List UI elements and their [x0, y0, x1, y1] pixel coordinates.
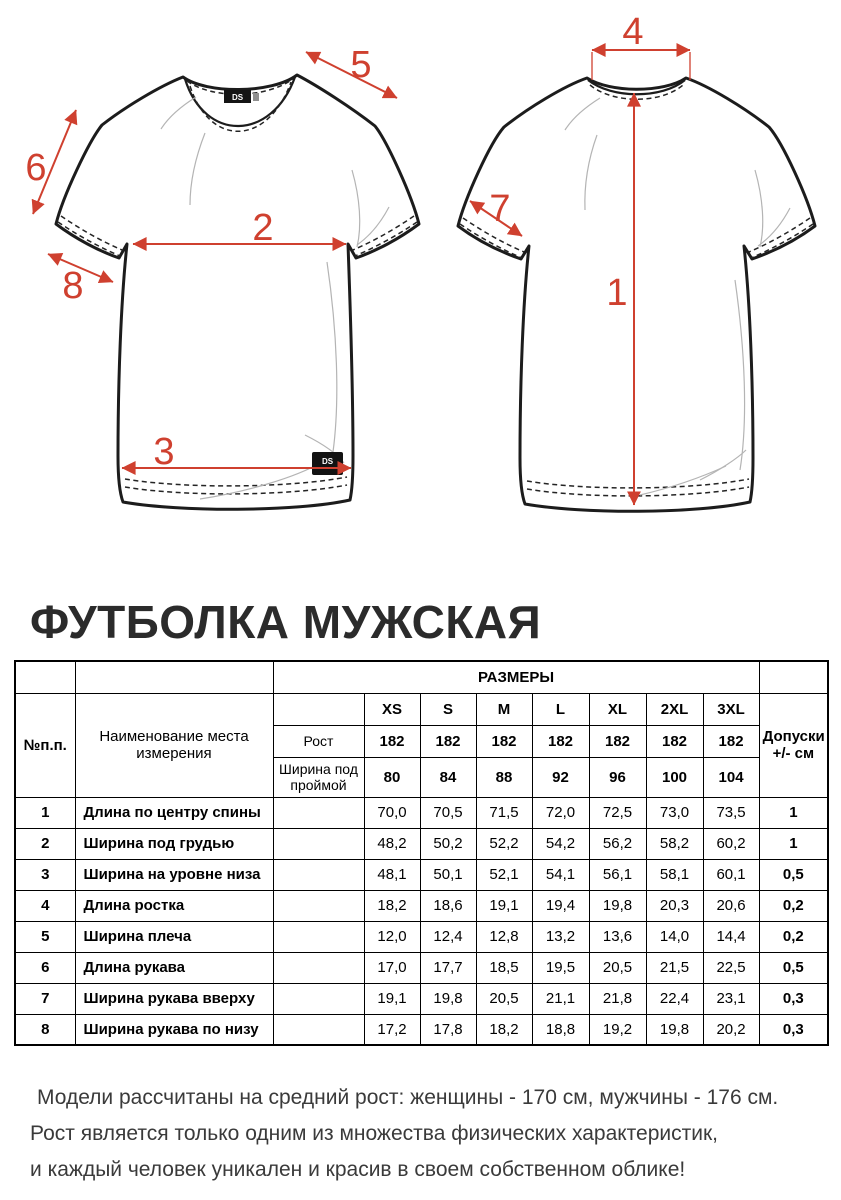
table-header-row-sizes: [15, 693, 828, 725]
row-num-cell: 7: [15, 983, 75, 1014]
value-cell: 13,6: [589, 921, 646, 952]
value-cell: 18,2: [476, 1014, 532, 1045]
tshirt-back: [458, 78, 815, 511]
value-cell: 56,1: [589, 859, 646, 890]
value-cell: 19,8: [420, 983, 476, 1014]
table-row: [15, 1014, 828, 1045]
neck-tag-label: DS: [231, 93, 244, 102]
back-shirt-outline: [458, 78, 815, 511]
neck-tag-side: [253, 93, 259, 101]
value-cell: 21,8: [589, 983, 646, 1014]
tshirt-front: [56, 75, 419, 509]
tolerance-cell: 0,3: [759, 1014, 828, 1045]
spacer-cell: [273, 859, 364, 890]
dim-label-8: 8: [62, 265, 84, 307]
row-name-cell: Длина рукава: [75, 952, 273, 983]
size-diagram: [0, 0, 841, 555]
value-cell: 19,8: [646, 1014, 703, 1045]
value-cell: 71,5: [476, 797, 532, 828]
value-cell: 20,3: [646, 890, 703, 921]
value-cell: 19,1: [476, 890, 532, 921]
value-cell: 18,2: [364, 890, 420, 921]
value-cell: 20,5: [589, 952, 646, 983]
dim-label-5: 5: [350, 44, 372, 86]
table-row: [15, 828, 828, 859]
width-value-cell: 84: [420, 757, 476, 797]
value-cell: 54,1: [532, 859, 589, 890]
num-header-cell: №п.п.: [15, 693, 75, 797]
value-cell: 17,0: [364, 952, 420, 983]
value-cell: 17,2: [364, 1014, 420, 1045]
value-cell: 60,2: [703, 828, 759, 859]
spacer-cell: [273, 983, 364, 1014]
empty-cell: [15, 661, 75, 693]
width-label-cell: Ширина под проймой: [273, 757, 364, 797]
spacer-cell: [273, 952, 364, 983]
value-cell: 70,0: [364, 797, 420, 828]
value-cell: 19,4: [532, 890, 589, 921]
empty-cell: [759, 661, 828, 693]
footer-note: [30, 1080, 830, 1188]
value-cell: 23,1: [703, 983, 759, 1014]
tolerance-cell: 0,5: [759, 952, 828, 983]
tolerance-cell: 1: [759, 828, 828, 859]
dim-label-2: 2: [252, 207, 274, 249]
row-num-cell: 1: [15, 797, 75, 828]
tolerance-cell: 0,3: [759, 983, 828, 1014]
row-num-cell: 5: [15, 921, 75, 952]
value-cell: 72,5: [589, 797, 646, 828]
size-table-body: [15, 797, 828, 1045]
value-cell: 72,0: [532, 797, 589, 828]
footer-line-1: Модели рассчитаны на средний рост: женщины - 170 см, мужчины - 176 см.: [37, 1086, 779, 1109]
value-cell: 50,1: [420, 859, 476, 890]
hem-patch-label: DS: [321, 457, 334, 466]
width-value-cell: 96: [589, 757, 646, 797]
row-num-cell: 2: [15, 828, 75, 859]
value-cell: 20,6: [703, 890, 759, 921]
rost-value-cell: 182: [589, 725, 646, 757]
width-value-cell: 92: [532, 757, 589, 797]
rost-value-cell: 182: [646, 725, 703, 757]
value-cell: 14,4: [703, 921, 759, 952]
value-cell: 52,1: [476, 859, 532, 890]
size-header-3XL: 3XL: [703, 693, 759, 725]
row-name-cell: Длина ростка: [75, 890, 273, 921]
front-shirt-outline: [56, 75, 419, 509]
spacer-cell: [273, 797, 364, 828]
dim-label-4: 4: [622, 11, 644, 53]
rost-value-cell: 182: [476, 725, 532, 757]
dim-label-3: 3: [153, 431, 175, 473]
size-header-XL: XL: [589, 693, 646, 725]
value-cell: 50,2: [420, 828, 476, 859]
rost-label-cell: Рост: [273, 725, 364, 757]
spacer-cell: [273, 890, 364, 921]
rost-value-cell: 182: [364, 725, 420, 757]
size-header-2XL: 2XL: [646, 693, 703, 725]
rost-value-cell: 182: [420, 725, 476, 757]
row-name-cell: Ширина рукава вверху: [75, 983, 273, 1014]
row-num-cell: 8: [15, 1014, 75, 1045]
dim-label-7: 7: [489, 188, 511, 230]
row-num-cell: 6: [15, 952, 75, 983]
width-value-cell: 80: [364, 757, 420, 797]
sizes-title-cell: РАЗМЕРЫ: [273, 661, 759, 693]
width-value-cell: 100: [646, 757, 703, 797]
value-cell: 73,0: [646, 797, 703, 828]
row-num-cell: 3: [15, 859, 75, 890]
value-cell: 48,1: [364, 859, 420, 890]
table-row: [15, 859, 828, 890]
empty-cell: [75, 661, 273, 693]
footer-line-2: Рост является только одним из множества физических характеристик,: [30, 1122, 719, 1145]
value-cell: 19,5: [532, 952, 589, 983]
spacer-cell: [273, 921, 364, 952]
table-row: [15, 890, 828, 921]
page-title: ФУТБОЛКА МУЖСКАЯ: [30, 596, 542, 648]
value-cell: 21,1: [532, 983, 589, 1014]
value-cell: 58,1: [646, 859, 703, 890]
value-cell: 22,4: [646, 983, 703, 1014]
value-cell: 18,5: [476, 952, 532, 983]
size-header-XS: XS: [364, 693, 420, 725]
value-cell: 19,1: [364, 983, 420, 1014]
value-cell: 17,7: [420, 952, 476, 983]
width-value-cell: 104: [703, 757, 759, 797]
table-row: [15, 921, 828, 952]
value-cell: 54,2: [532, 828, 589, 859]
value-cell: 19,8: [589, 890, 646, 921]
spacer-cell: [273, 828, 364, 859]
value-cell: 22,5: [703, 952, 759, 983]
value-cell: 73,5: [703, 797, 759, 828]
row-name-cell: Ширина рукава по низу: [75, 1014, 273, 1045]
size-header-M: M: [476, 693, 532, 725]
value-cell: 12,8: [476, 921, 532, 952]
value-cell: 20,5: [476, 983, 532, 1014]
empty-cell: [273, 693, 364, 725]
row-name-cell: Ширина плеча: [75, 921, 273, 952]
dim-label-6: 6: [25, 147, 47, 189]
tolerance-header-cell: Допуски +/- см: [759, 693, 828, 797]
table-header-row-sizes-title: [15, 661, 828, 693]
width-value-cell: 88: [476, 757, 532, 797]
table-row: [15, 952, 828, 983]
table-row: [15, 983, 828, 1014]
value-cell: 56,2: [589, 828, 646, 859]
tolerance-cell: 0,2: [759, 890, 828, 921]
value-cell: 60,1: [703, 859, 759, 890]
tolerance-cell: 0,2: [759, 921, 828, 952]
value-cell: 20,2: [703, 1014, 759, 1045]
name-header-cell: Наименование места измерения: [75, 693, 273, 797]
value-cell: 12,0: [364, 921, 420, 952]
value-cell: 18,8: [532, 1014, 589, 1045]
size-header-L: L: [532, 693, 589, 725]
value-cell: 13,2: [532, 921, 589, 952]
size-table: [14, 660, 829, 1046]
rost-value-cell: 182: [532, 725, 589, 757]
value-cell: 48,2: [364, 828, 420, 859]
value-cell: 18,6: [420, 890, 476, 921]
value-cell: 12,4: [420, 921, 476, 952]
tolerance-cell: 0,5: [759, 859, 828, 890]
value-cell: 19,2: [589, 1014, 646, 1045]
value-cell: 14,0: [646, 921, 703, 952]
value-cell: 17,8: [420, 1014, 476, 1045]
rost-value-cell: 182: [703, 725, 759, 757]
row-name-cell: Ширина под грудью: [75, 828, 273, 859]
row-name-cell: Длина по центру спины: [75, 797, 273, 828]
value-cell: 58,2: [646, 828, 703, 859]
value-cell: 52,2: [476, 828, 532, 859]
row-name-cell: Ширина на уровне низа: [75, 859, 273, 890]
dim-label-1: 1: [606, 272, 628, 314]
value-cell: 21,5: [646, 952, 703, 983]
table-row: [15, 797, 828, 828]
size-header-S: S: [420, 693, 476, 725]
value-cell: 70,5: [420, 797, 476, 828]
footer-line-3: и каждый человек уникален и красив в своем собственном облике!: [30, 1158, 686, 1181]
row-num-cell: 4: [15, 890, 75, 921]
spacer-cell: [273, 1014, 364, 1045]
tolerance-cell: 1: [759, 797, 828, 828]
